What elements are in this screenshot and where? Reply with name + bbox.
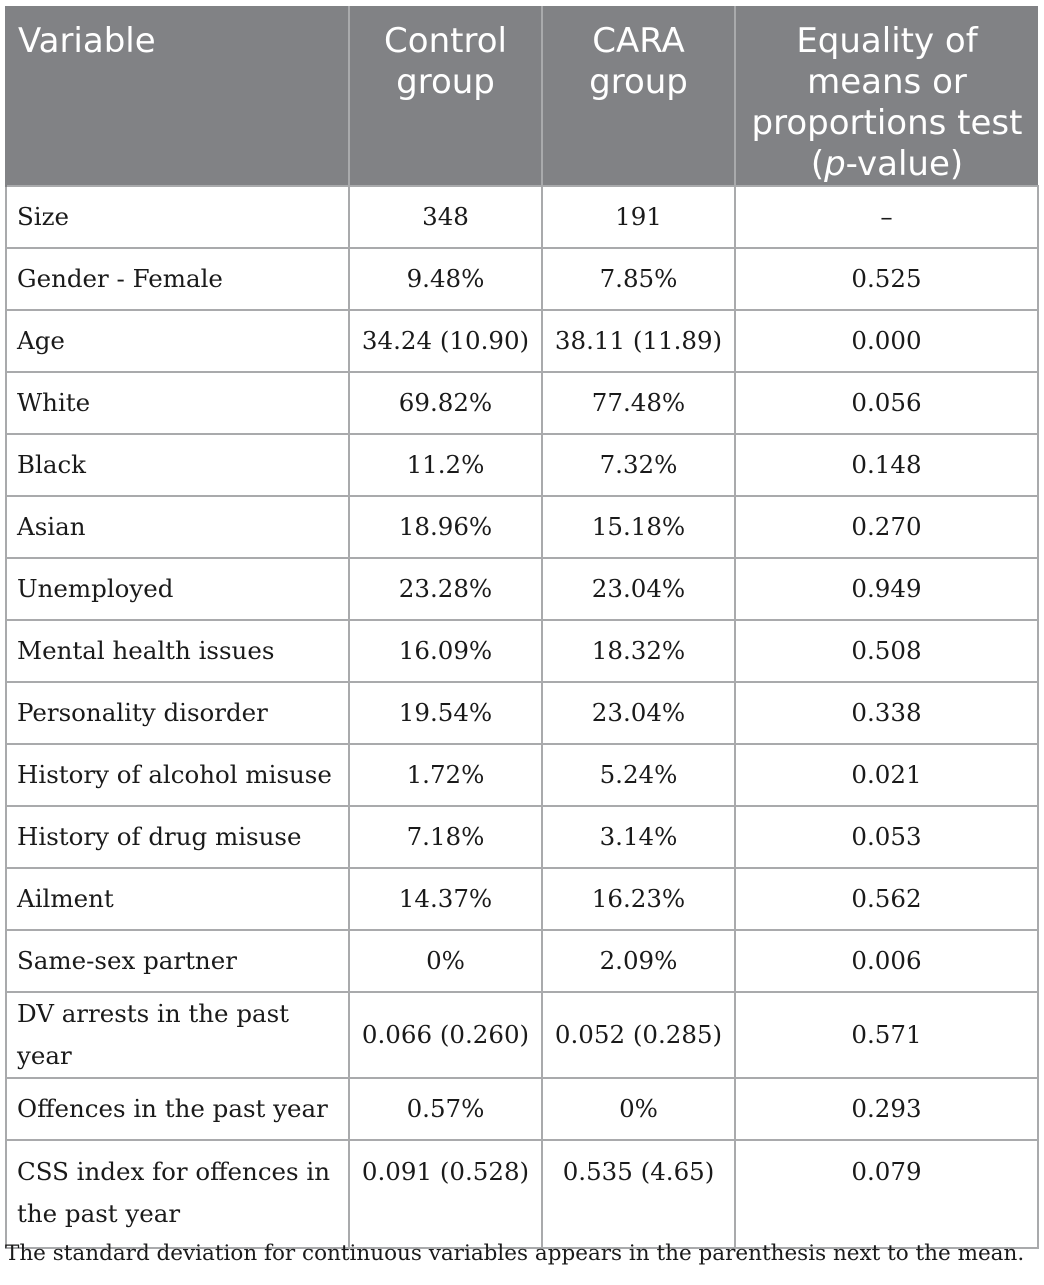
table-row xyxy=(6,620,1038,682)
header-cara-group: CARA group xyxy=(542,6,735,186)
row-variable: Offences in the past year xyxy=(6,1078,349,1140)
table-row xyxy=(6,992,1038,1078)
row-variable: Asian xyxy=(6,496,349,558)
row-variable: CSS index for offences in the past year xyxy=(6,1140,349,1248)
row-control-value: 1.72% xyxy=(349,744,542,806)
table-row xyxy=(6,744,1038,806)
row-variable: Age xyxy=(6,310,349,372)
row-variable: White xyxy=(6,372,349,434)
row-cara-value: 7.85% xyxy=(542,248,735,310)
row-test-value: 0.571 xyxy=(735,992,1038,1078)
row-test-value: 0.053 xyxy=(735,806,1038,868)
row-test-value: 0.021 xyxy=(735,744,1038,806)
table-row xyxy=(6,496,1038,558)
row-test-value: 0.338 xyxy=(735,682,1038,744)
row-variable: Unemployed xyxy=(6,558,349,620)
row-cara-value: 38.11 (11.89) xyxy=(542,310,735,372)
row-test-value: 0.006 xyxy=(735,930,1038,992)
row-cara-value: 0% xyxy=(542,1078,735,1140)
header-equality-test: Equality of means or proportions test (p-value) xyxy=(735,6,1038,186)
row-control-value: 0.091 (0.528) xyxy=(349,1140,542,1248)
row-cara-value: 23.04% xyxy=(542,682,735,744)
table-header-row xyxy=(6,6,1038,186)
row-test-value: 0.056 xyxy=(735,372,1038,434)
row-control-value: 34.24 (10.90) xyxy=(349,310,542,372)
row-control-value: 18.96% xyxy=(349,496,542,558)
row-variable: Black xyxy=(6,434,349,496)
row-cara-value: 2.09% xyxy=(542,930,735,992)
row-cara-value: 191 xyxy=(542,186,735,248)
table-row xyxy=(6,682,1038,744)
row-variable: History of alcohol misuse xyxy=(6,744,349,806)
row-control-value: 14.37% xyxy=(349,868,542,930)
row-cara-value: 3.14% xyxy=(542,806,735,868)
row-cara-value: 77.48% xyxy=(542,372,735,434)
table-row xyxy=(6,186,1038,248)
row-variable: History of drug misuse xyxy=(6,806,349,868)
table-row xyxy=(6,372,1038,434)
row-test-value: 0.525 xyxy=(735,248,1038,310)
row-control-value: 11.2% xyxy=(349,434,542,496)
row-control-value: 23.28% xyxy=(349,558,542,620)
row-variable: DV arrests in the past year xyxy=(6,992,349,1078)
row-control-value: 9.48% xyxy=(349,248,542,310)
table-row xyxy=(6,248,1038,310)
row-variable: Same-sex partner xyxy=(6,930,349,992)
table-row xyxy=(6,1078,1038,1140)
row-cara-value: 0.535 (4.65) xyxy=(542,1140,735,1248)
row-test-value: 0.079 xyxy=(735,1140,1038,1248)
row-cara-value: 15.18% xyxy=(542,496,735,558)
row-cara-value: 18.32% xyxy=(542,620,735,682)
row-test-value: 0.508 xyxy=(735,620,1038,682)
row-cara-value: 0.052 (0.285) xyxy=(542,992,735,1078)
row-control-value: 19.54% xyxy=(349,682,542,744)
row-control-value: 7.18% xyxy=(349,806,542,868)
table-row xyxy=(6,930,1038,992)
row-control-value: 69.82% xyxy=(349,372,542,434)
row-variable: Ailment xyxy=(6,868,349,930)
row-control-value: 348 xyxy=(349,186,542,248)
row-variable: Mental health issues xyxy=(6,620,349,682)
row-variable: Size xyxy=(6,186,349,248)
row-test-value: 0.293 xyxy=(735,1078,1038,1140)
table-row xyxy=(6,310,1038,372)
table-row xyxy=(6,1140,1038,1248)
row-cara-value: 5.24% xyxy=(542,744,735,806)
row-test-value: 0.562 xyxy=(735,868,1038,930)
row-test-value: 0.270 xyxy=(735,496,1038,558)
row-test-value: 0.949 xyxy=(735,558,1038,620)
row-cara-value: 7.32% xyxy=(542,434,735,496)
table-row xyxy=(6,558,1038,620)
row-cara-value: 16.23% xyxy=(542,868,735,930)
row-test-value: 0.000 xyxy=(735,310,1038,372)
header-variable: Variable xyxy=(6,6,349,186)
table-row xyxy=(6,806,1038,868)
table-row xyxy=(6,868,1038,930)
row-test-value: – xyxy=(735,186,1038,248)
table-row xyxy=(6,434,1038,496)
table-footnote: The standard deviation for continuous variables appears in the parenthesis next to the mean. xyxy=(5,1241,1025,1266)
header-control-group: Control group xyxy=(349,6,542,186)
row-control-value: 0% xyxy=(349,930,542,992)
row-variable: Personality disorder xyxy=(6,682,349,744)
baseline-characteristics-table xyxy=(5,6,1039,1249)
row-variable: Gender - Female xyxy=(6,248,349,310)
row-test-value: 0.148 xyxy=(735,434,1038,496)
row-control-value: 0.066 (0.260) xyxy=(349,992,542,1078)
row-control-value: 0.57% xyxy=(349,1078,542,1140)
row-cara-value: 23.04% xyxy=(542,558,735,620)
row-control-value: 16.09% xyxy=(349,620,542,682)
